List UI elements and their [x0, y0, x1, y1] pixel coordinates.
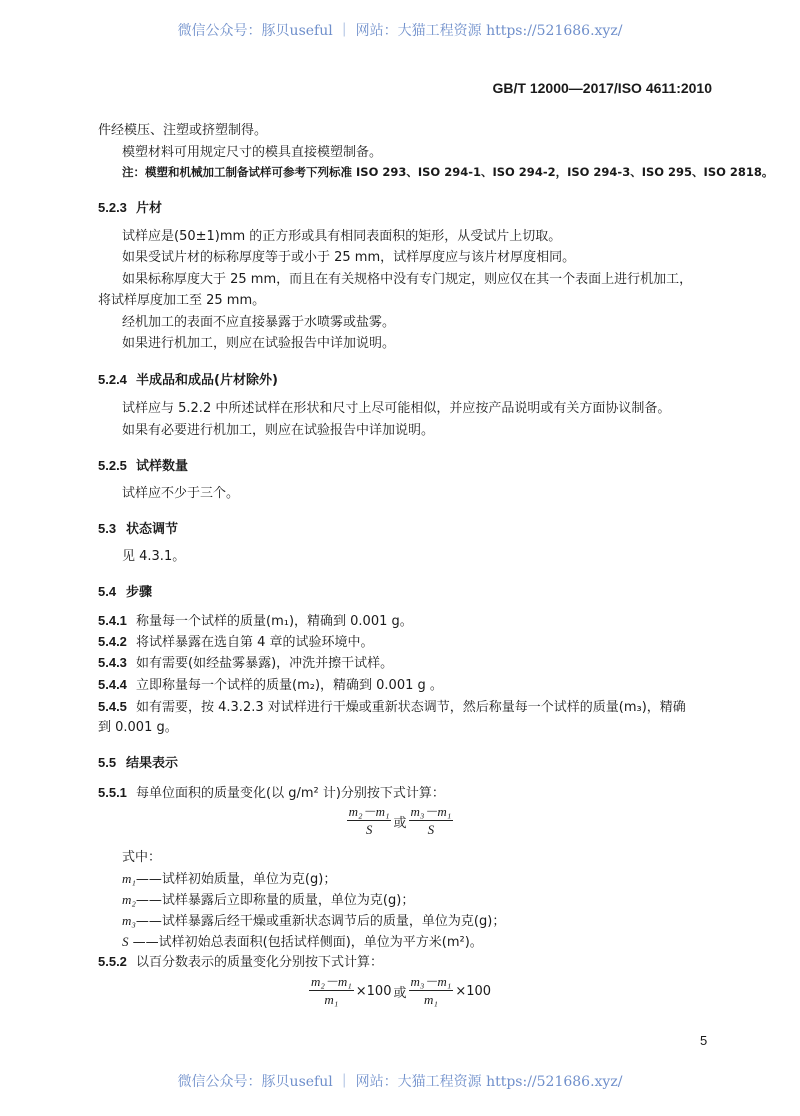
paragraph-line: 将试样厚度加工至 25 mm。: [98, 293, 266, 308]
formula-mass-percent: $\frac{\text{m₂－m₁}}{\text{m₁}}$ ×100 或 $\frac{\text{m₃－m₁}}{\text{m₁}}$ ×100: [310, 974, 492, 1007]
formula-mass-per-area: $\frac{\text{m₂－m₁}}{S}$ 或 $\frac{\text{m₃－m₁}}{S}$: [348, 804, 452, 837]
document-header: GB/T 12000—2017/ISO 4611:2010: [492, 80, 712, 96]
intro-line: 件经模压、注塑或挤塑制得。: [98, 123, 268, 138]
watermark-bottom: 微信公众号：豚贝useful ｜ 网站：大猫工程资源 https://521686.xyz/: [177, 1074, 623, 1090]
note: 注：模塑和机械加工制备试样可参考下列标准 ISO 293、ISO 294-1、ISO 294-2，ISO 294-3、ISO 295、ISO 2818。: [122, 165, 774, 179]
paragraph-line: 如果受试片材的标称厚度等于或小于 25 mm，试样厚度应与该片材厚度相同。: [122, 250, 576, 265]
section-heading-5-2-5: 5.2.5 试样数量: [98, 458, 189, 474]
definition: m₃——试样暴露后经干燥或重新状态调节后的质量，单位为克(g)；: [122, 913, 506, 929]
paragraph-line: 到 0.001 g。: [98, 720, 178, 735]
paragraph-line: 见 4.3.1。: [122, 549, 186, 564]
paragraph-line: 如果有必要进行机加工，则应在试验报告中详加说明。: [122, 423, 435, 438]
section-heading-5-2-4: 5.2.4 半成品和成品(片材除外): [98, 372, 278, 388]
step-item: 5.4.4 立即称量每一个试样的质量(m₂)，精确到 0.001 g 。: [98, 677, 443, 693]
paragraph-line: 如果标称厚度大于 25 mm，而且在有关规格中没有专门规定，则应仅在其一个表面上进行机加工，: [122, 272, 693, 287]
paragraph-line: 经机加工的表面不应直接暴露于水喷雾或盐雾。: [122, 315, 396, 330]
paragraph-line: 试样应与 5.2.2 中所述试样在形状和尺寸上尽可能相似，并应按产品说明或有关方面协议制备。: [122, 401, 671, 416]
intro-line: 模塑材料可用规定尺寸的模具直接模塑制备。: [122, 145, 383, 160]
section-heading-5-2-3: 5.2.3 片材: [98, 200, 163, 216]
paragraph-line: 试样应是(50±1)mm 的正方形或具有相同表面积的矩形，从受试片上切取。: [122, 229, 562, 244]
definition: m₂——试样暴露后立即称量的质量，单位为克(g)；: [122, 892, 415, 908]
section-heading-5-3: 5.3 状态调节: [98, 521, 179, 537]
page-number: 5: [700, 1033, 708, 1048]
section-heading-5-4: 5.4 步骤: [98, 584, 153, 600]
step-item: 5.4.3 如有需要(如经盐雾暴露)，冲洗并擦干试样。: [98, 655, 394, 671]
watermark-top: 微信公众号：豚贝useful ｜ 网站：大猫工程资源 https://521686.xyz/: [177, 23, 623, 39]
clause-5-5-2: 5.5.2 以百分数表示的质量变化分别按下式计算：: [98, 954, 384, 970]
paragraph-line: 试样应不少于三个。: [122, 486, 240, 501]
clause-5-5-1: 5.5.1 每单位面积的质量变化(以 g/m² 计)分别按下式计算：: [98, 785, 445, 801]
paragraph-line: 如果进行机加工，则应在试验报告中详加说明。: [122, 336, 396, 351]
definition: m₁——试样初始质量，单位为克(g)；: [122, 871, 337, 887]
where-label: 式中：: [122, 850, 162, 865]
step-item: 5.4.2 将试样暴露在选自第 4 章的试验环境中。: [98, 634, 374, 650]
step-item: 5.4.5 如有需要，按 4.3.2.3 对试样进行干燥或重新状态调节，然后称量每一个试样的质量(m₃)，精确: [98, 699, 686, 715]
step-item: 5.4.1 称量每一个试样的质量(m₁)，精确到 0.001 g。: [98, 613, 413, 629]
section-heading-5-5: 5.5 结果表示: [98, 755, 179, 771]
definition: S ——试样初始总表面积(包括试样侧面)，单位为平方米(m²)。: [122, 934, 483, 950]
